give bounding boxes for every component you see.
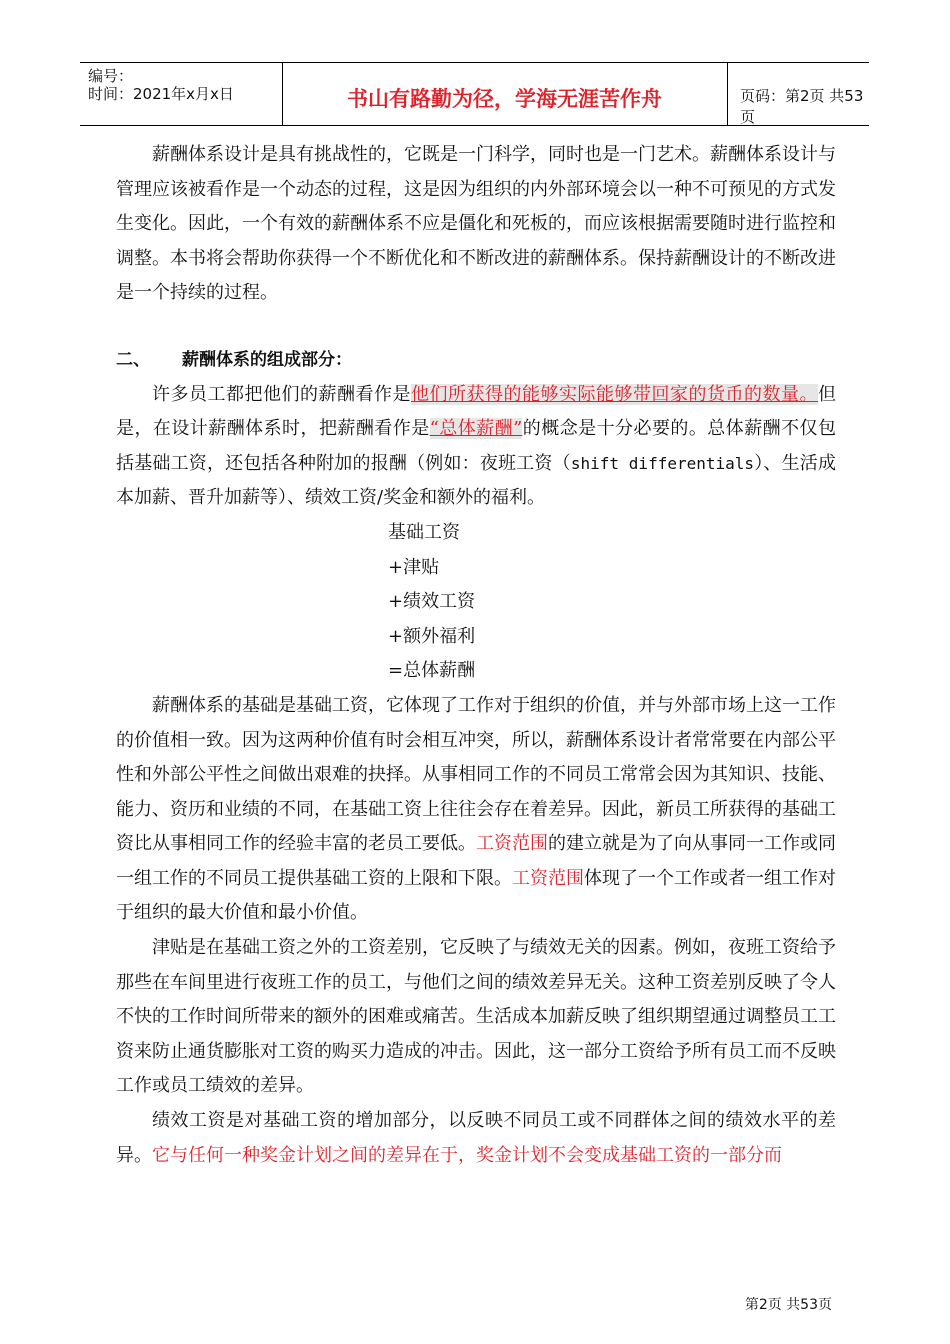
paragraph-allowance: 津贴是在基础工资之外的工资差别，它反映了与绩效无关的因素。例如，夜班工资给予那些在车间里进行夜班工作的员工，与他们之间的绩效差异无关。这种工资差别反映了令人不快的工作时间所带来的额外的困难或痛苦。生活成本加薪反映了组织期望通过调整员工工资来防止通货膨胀对工资的购买力造成的冲击。因此，这一部分工资给予所有员工而不反映工作或员工绩效的差异。	[116, 937, 836, 1097]
text-run: 许多员工都把他们的薪酬看作是	[152, 383, 411, 405]
text-run: 的概念是十分必要的。总体薪酬不仅包括基础工资，还包括各种附加的报酬（例如：夜班工资（	[116, 418, 837, 474]
header-page-number: 页码：第2页 共53页	[740, 87, 864, 126]
page-footer: 第2页 共53页	[744, 1297, 832, 1313]
text-run: 薪酬体系的基础是基础工资，它体现了工作对于组织的价值，并与外部市场上这一工作的价值相一致。因为这两种价值有时会相互冲突，所以，薪酬体系设计者常常要在内部公平性和外部公平性之间做出艰难的抉择。从事相同工作的不同员工常常会因为其知识、技能、能力、资历和业绩的不同，在基础工资上往往会存在着差异。因此，新员工所获得的基础工资比从事相同工作的经验丰富的老员工要低。	[116, 694, 836, 855]
section-number: 二、	[116, 349, 150, 370]
text-run: 体现了一个工作或者一组工作对于组织的最大价值和最小价值。	[116, 867, 836, 924]
document-body	[116, 138, 836, 1173]
red-term: 工资范围	[512, 867, 584, 889]
formula-line: =总体薪酬	[388, 660, 476, 682]
red-text: 它与任何一种奖金计划之间的差异在于，奖金计划不会变成基础工资的一部分而	[152, 1144, 782, 1166]
header-middle-cell	[282, 63, 728, 125]
text-run: 绩效工资是对基础工资的增加部分，以反映不同员工或不同群体之间的绩效水平的差异。	[116, 1110, 836, 1166]
document-time-label: 时间：2021年x月x日	[88, 85, 234, 103]
text-run: ）、生活成本加薪、晋升加薪等）、绩效工资/奖金和额外的福利。	[116, 452, 836, 509]
highlighted-text: “总体薪酬”	[429, 418, 523, 440]
compensation-formula	[116, 516, 836, 689]
header-table	[80, 62, 869, 126]
header-motto: 书山有路勤为径，学海无涯苦作舟	[347, 87, 662, 111]
text-run: 但是，在设计薪酬体系时，把薪酬看作是	[116, 383, 836, 440]
header-left-cell	[80, 63, 283, 125]
header-right-cell	[728, 63, 869, 125]
red-term: 工资范围	[476, 833, 548, 855]
formula-line: +津贴	[388, 556, 440, 578]
paragraph-intro: 薪酬体系设计是具有挑战性的，它既是一门科学，同时也是一门艺术。薪酬体系设计与管理应该被看作是一个动态的过程，这是因为组织的内外部环境会以一种不可预见的方式发生变化。因此，一个有效的薪酬体系不应是僵化和死板的，而应该根据需要随时进行监控和调整。本书将会帮助你获得一个不断优化和不断改进的薪酬体系。保持薪酬设计的不断改进是一个持续的过程。	[116, 144, 836, 304]
formula-line: +绩效工资	[388, 591, 476, 613]
text-run: 的建立就是为了向从事同一工作或同一组工作的不同员工提供基础工资的上限和下限。	[116, 833, 836, 889]
section-title: 薪酬体系的组成部分：	[182, 349, 352, 370]
highlighted-text: 他们所获得的能够实际能够带回家的货币的数量。	[411, 383, 818, 405]
formula-line: +额外福利	[388, 625, 476, 647]
formula-line: 基础工资	[388, 521, 460, 543]
paragraph-total-compensation	[116, 378, 836, 516]
section-heading	[116, 343, 836, 378]
english-term: shift differentials	[570, 453, 755, 473]
paragraph-base-pay	[116, 689, 836, 931]
document-number-label: 编号：	[88, 67, 134, 85]
paragraph-merit-pay	[116, 1104, 836, 1173]
